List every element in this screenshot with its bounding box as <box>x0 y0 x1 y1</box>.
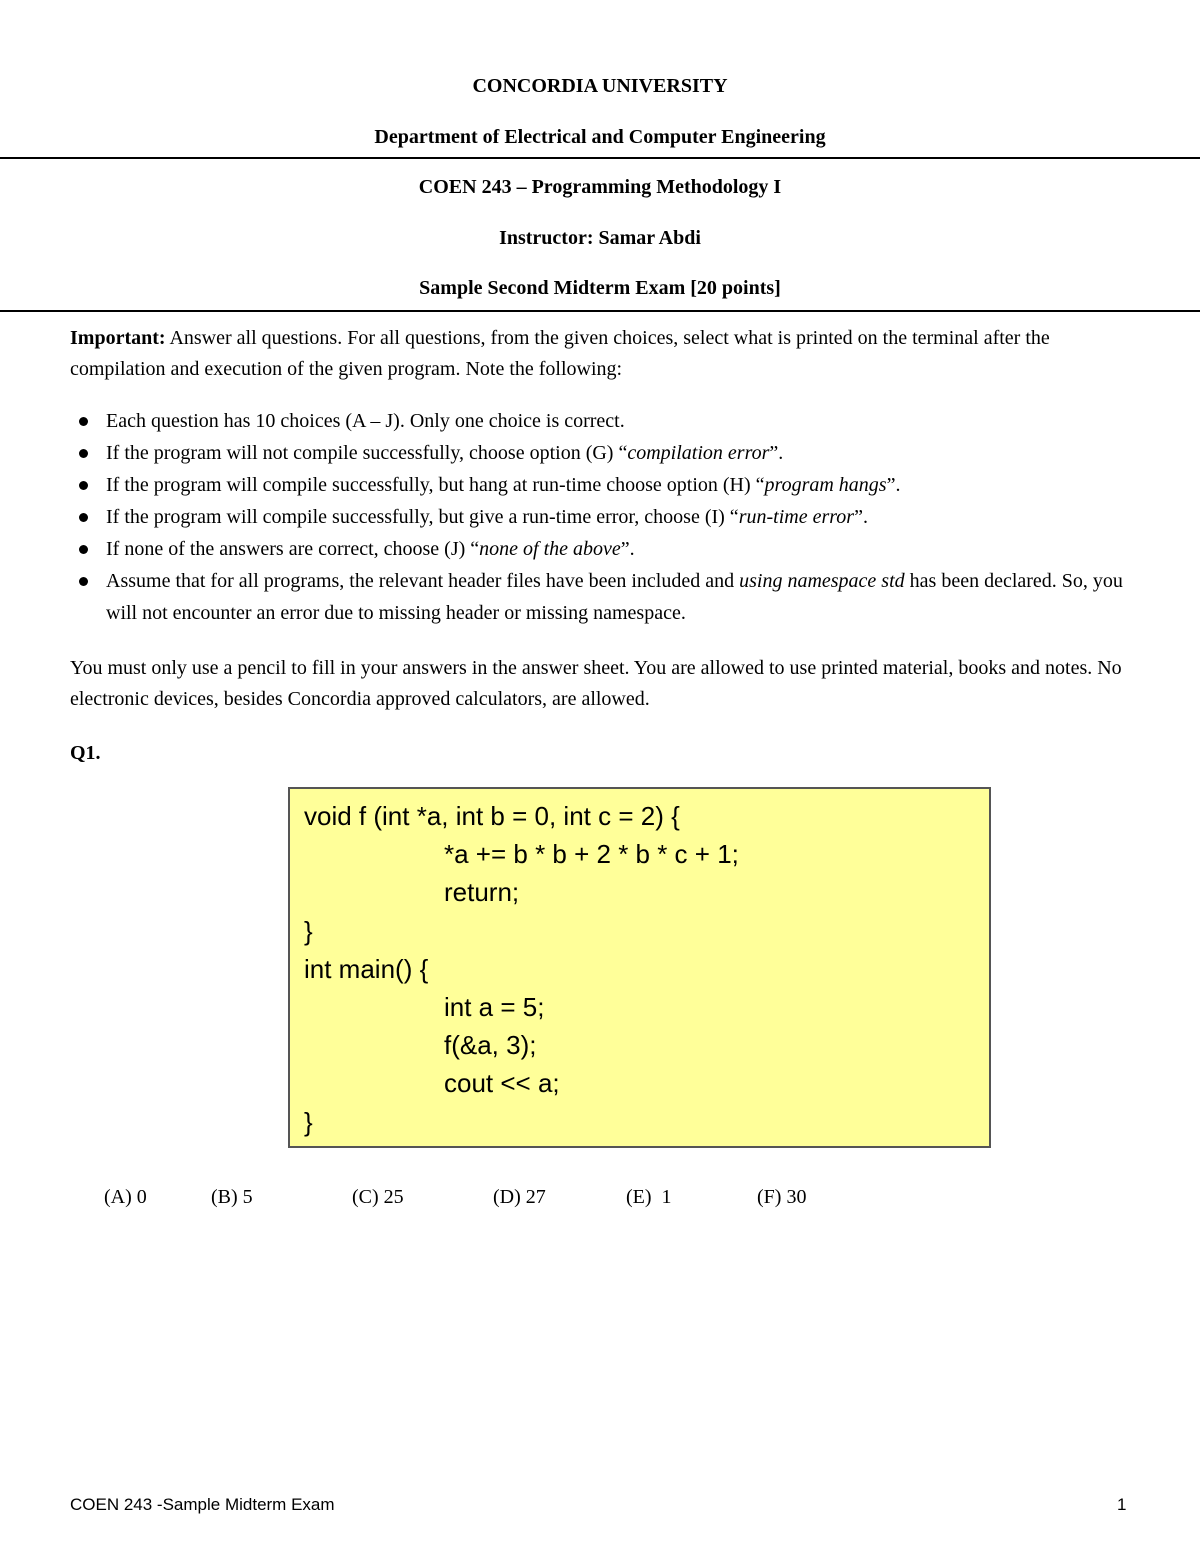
exam-instructions: You must only use a pencil to fill in your answers in the answer sheet. You are allowed to use printed material, books and notes. No electronic devices, besides Concordia approved calculators, are allowed. <box>70 657 1122 710</box>
bullet-icon <box>79 513 88 522</box>
rules-list <box>70 405 1140 629</box>
code-line: int main() { <box>304 954 429 984</box>
rule-item: If the program will compile successfully, but give a run-time error, choose (I) “run-time error”. <box>70 501 1140 533</box>
code-line: cout << a; <box>444 1068 560 1098</box>
footer-title: COEN 243 -Sample Midterm Exam <box>70 1495 335 1514</box>
important-note <box>70 323 1140 385</box>
rule-item: Assume that for all programs, the relevant header files have been included and using namespace std has been declared. So, you will not encounter an error due to missing header or missing namespace. <box>70 565 1140 629</box>
rule-item: Each question has 10 choices (A – J). Only one choice is correct. <box>70 405 1140 437</box>
bullet-icon <box>79 481 88 490</box>
page-number: 1 <box>1117 1495 1127 1514</box>
code-line: int a = 5; <box>444 992 545 1022</box>
header-divider-bottom <box>0 310 1200 312</box>
bullet-icon <box>79 417 88 426</box>
bullet-icon <box>79 449 88 458</box>
header-divider-top <box>0 157 1200 159</box>
university-name: CONCORDIA UNIVERSITY <box>472 75 728 97</box>
bullet-icon <box>79 545 88 554</box>
code-line: return; <box>444 877 520 907</box>
important-label: Important: <box>70 327 166 349</box>
code-block <box>288 787 991 1148</box>
code-line: f(&a, 3); <box>444 1030 537 1060</box>
choice-d: (D) 27 <box>493 1186 546 1208</box>
code-line: *a += b * b + 2 * b * c + 1; <box>444 839 739 869</box>
choice-e: (E) 1 <box>626 1186 672 1208</box>
choice-c: (C) 25 <box>352 1186 404 1208</box>
department-name: Department of Electrical and Computer Engineering <box>374 126 826 148</box>
choice-a: (A) 0 <box>104 1186 147 1208</box>
question-label: Q1. <box>70 742 101 764</box>
important-text: Answer all questions. For all questions, from the given choices, select what is printed on the terminal after the compilation and execution of the given program. Note the following: <box>70 327 1050 380</box>
instructor-name: Instructor: Samar Abdi <box>499 227 701 249</box>
code-line: } <box>304 1107 313 1137</box>
bullet-icon <box>79 577 88 586</box>
exam-title: Sample Second Midterm Exam [20 points] <box>419 277 781 299</box>
choice-f: (F) 30 <box>757 1186 807 1208</box>
rule-item: If none of the answers are correct, choose (J) “none of the above”. <box>70 533 1140 565</box>
rule-item: If the program will compile successfully, but hang at run-time choose option (H) “program hangs”. <box>70 469 1140 501</box>
course-title: COEN 243 – Programming Methodology I <box>418 176 782 198</box>
choice-b: (B) 5 <box>211 1186 253 1208</box>
rule-item: If the program will not compile successfully, choose option (G) “compilation error”. <box>70 437 1140 469</box>
code-line: } <box>304 916 313 946</box>
code-line: void f (int *a, int b = 0, int c = 2) { <box>304 801 680 831</box>
